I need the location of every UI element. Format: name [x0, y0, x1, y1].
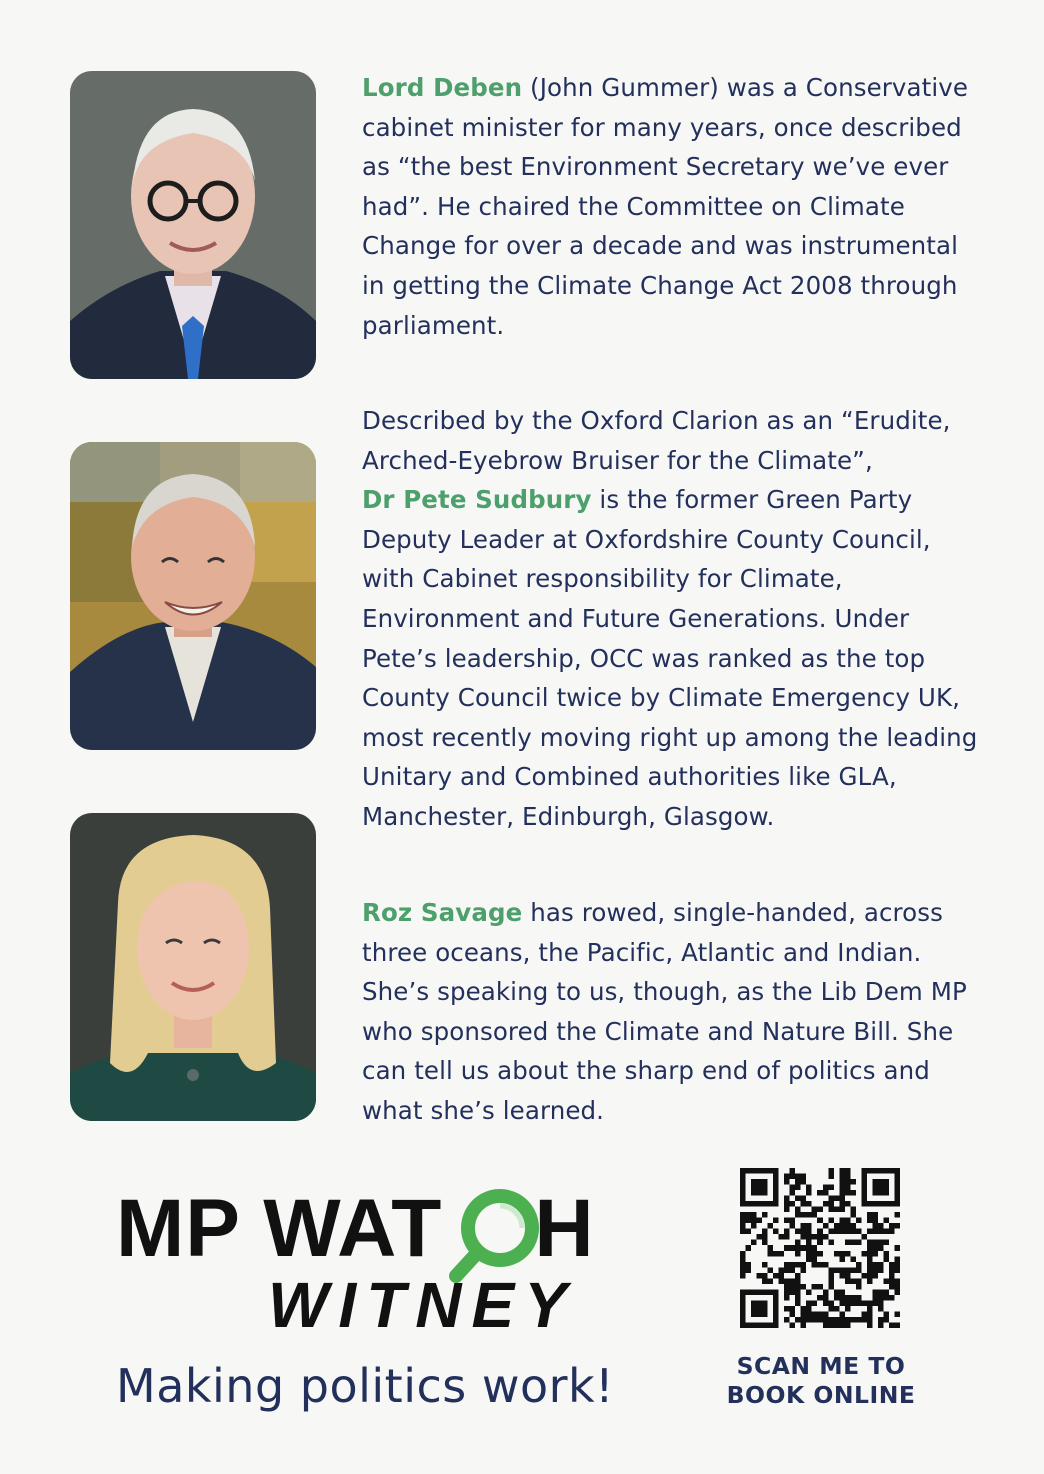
- mp-watch-witney-logo: [116, 1183, 596, 1346]
- speaker-name: Lord Deben: [362, 73, 523, 102]
- qr-label-line-1: SCAN ME TO: [736, 1352, 906, 1380]
- portrait-roz-savage: [70, 813, 316, 1121]
- qr-label-line-2: BOOK ONLINE: [726, 1381, 916, 1409]
- bio-text: is the former Green Party Deputy Leader at Oxfordshire County Council, with Cabinet responsibility for Climate, Environment and Future Generations. Under Pete’s leadership, OCC was ranked as the top County Council twice by Climate Emergency UK, most recently moving right up among the leading Unitary and Combined authorities like GLA, Manchester, Edinburgh, Glasgow.: [362, 485, 978, 831]
- speaker-name: Roz Savage: [362, 898, 523, 927]
- bio-intro: Described by the Oxford Clarion as an “Erudite, Arched-Eyebrow Bruiser for the Climate”,: [362, 406, 951, 475]
- portrait-lord-deben: [70, 71, 316, 379]
- speaker-name: Dr Pete Sudbury: [362, 485, 592, 515]
- bio-text: (John Gummer) was a Conservative cabinet minister for many years, once described as “the best Environment Secretary we’ve ever had”. He chaired the Committee on Climate Change for over a decade and was instrumental in getting the Climate Change Act 2008 through parliament.: [362, 73, 969, 340]
- bio-roz-savage: [362, 893, 982, 1131]
- bio-pete-sudbury: [362, 401, 982, 837]
- logo-line-2: WITNEY: [268, 1269, 577, 1341]
- logo-line-1: MP WAT H: [116, 1183, 595, 1274]
- tagline: Making politics work!: [116, 1359, 615, 1413]
- portrait-pete-sudbury: [70, 442, 316, 750]
- bio-text: has rowed, single-handed, across three oceans, the Pacific, Atlantic and Indian. She’s speaking to us, though, as the Lib Dem MP who sponsored the Climate and Nature Bill. She can tell us about the sharp end of politics and what she’s learned.: [362, 898, 967, 1125]
- bio-lord-deben: [362, 68, 982, 345]
- qr-label: [716, 1352, 926, 1410]
- qr-code[interactable]: [740, 1168, 900, 1328]
